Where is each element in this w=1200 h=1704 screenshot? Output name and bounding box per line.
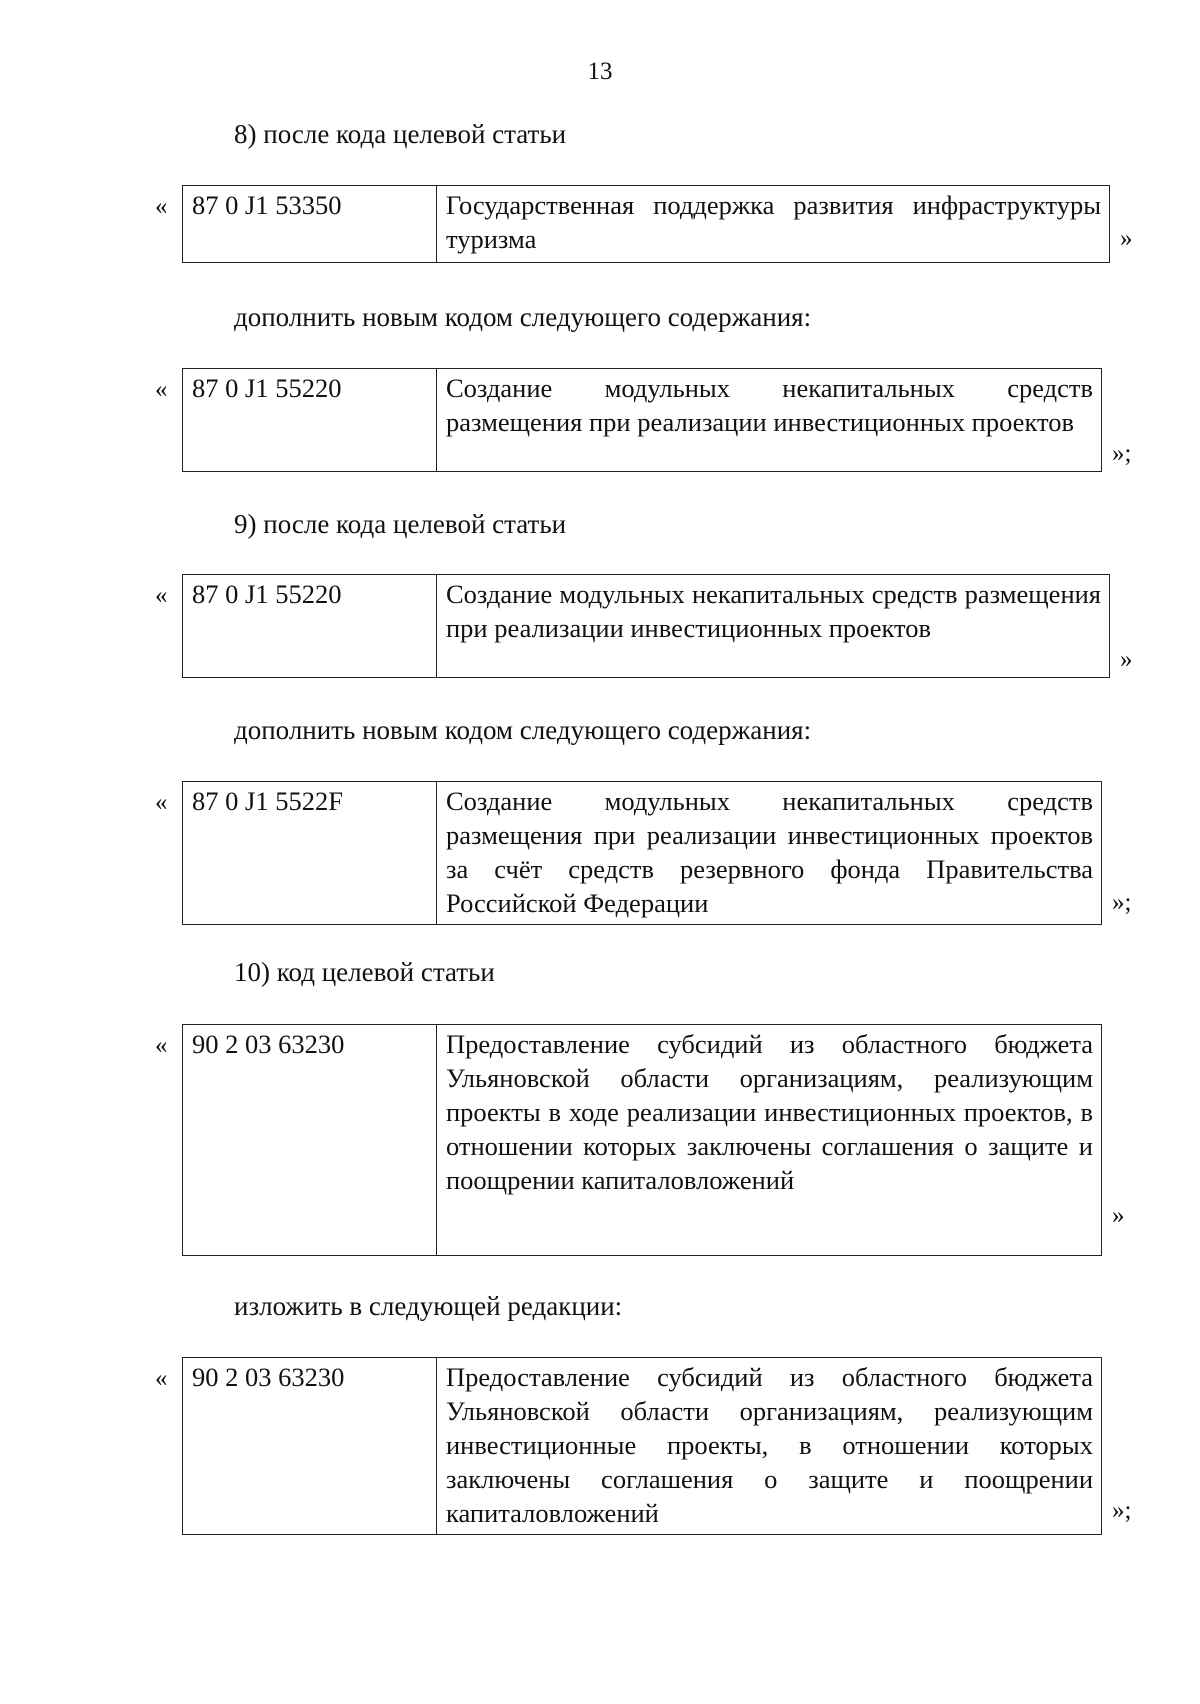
target-code: 90 2 03 63230 [183, 1358, 437, 1535]
code-entry [0, 1357, 1200, 1529]
code-table [182, 1024, 1102, 1256]
code-table [182, 574, 1110, 678]
opening-quote: « [155, 1365, 168, 1392]
section-intro: 9) после кода целевой статьи [234, 509, 567, 539]
section-intro: изложить в следующей редакции: [234, 1291, 623, 1321]
section-intro: дополнить новым кодом следующего содержания: [234, 715, 812, 745]
code-entry [0, 185, 1200, 263]
target-code: 90 2 03 63230 [183, 1025, 437, 1256]
closing-quote: » [1120, 225, 1133, 252]
target-code: 87 0 J1 55220 [183, 575, 437, 678]
closing-quote: » [1112, 1202, 1125, 1229]
target-description: Создание модульных некапитальных средств размещения при реализации инвестиционных проектов за счёт средств резервного фонда Правительства Российской Федерации [437, 782, 1102, 925]
code-table [182, 368, 1102, 472]
target-code: 87 0 J1 5522F [183, 782, 437, 925]
closing-quote: » [1120, 646, 1133, 673]
target-description: Создание модульных некапитальных средств размещения при реализации инвестиционных проектов [437, 575, 1110, 678]
target-description: Предоставление субсидий из областного бюджета Ульяновской области организациям, реализующим инвестиционные проекты, в отношении которых заключены соглашения о защите и поощрении капиталовложений [437, 1358, 1102, 1535]
closing-quote: »; [1112, 889, 1132, 916]
opening-quote: « [155, 789, 168, 816]
code-entry [0, 368, 1200, 472]
section-intro: 8) после кода целевой статьи [234, 119, 567, 149]
code-entry [0, 1024, 1200, 1256]
closing-quote: »; [1112, 440, 1132, 467]
code-table [182, 185, 1110, 263]
target-description: Создание модульных некапитальных средств размещения при реализации инвестиционных проектов [437, 369, 1102, 472]
target-code: 87 0 J1 55220 [183, 369, 437, 472]
target-code: 87 0 J1 53350 [183, 186, 437, 263]
target-description: Государственная поддержка развития инфраструктуры туризма [437, 186, 1110, 263]
opening-quote: « [155, 1032, 168, 1059]
code-table [182, 781, 1102, 925]
code-table [182, 1357, 1102, 1535]
code-entry [0, 574, 1200, 678]
target-description: Предоставление субсидий из областного бюджета Ульяновской области организациям, реализующим проекты в ходе реализации инвестиционных проектов, в отношении которых заключены соглашения о защите и поощрении капиталовложений [437, 1025, 1102, 1256]
page-number: 13 [587, 58, 613, 85]
code-entry [0, 781, 1200, 921]
opening-quote: « [155, 582, 168, 609]
opening-quote: « [155, 193, 168, 220]
opening-quote: « [155, 376, 168, 403]
section-intro: 10) код целевой статьи [234, 957, 495, 987]
section-intro: дополнить новым кодом следующего содержания: [234, 302, 812, 332]
closing-quote: »; [1112, 1497, 1132, 1524]
